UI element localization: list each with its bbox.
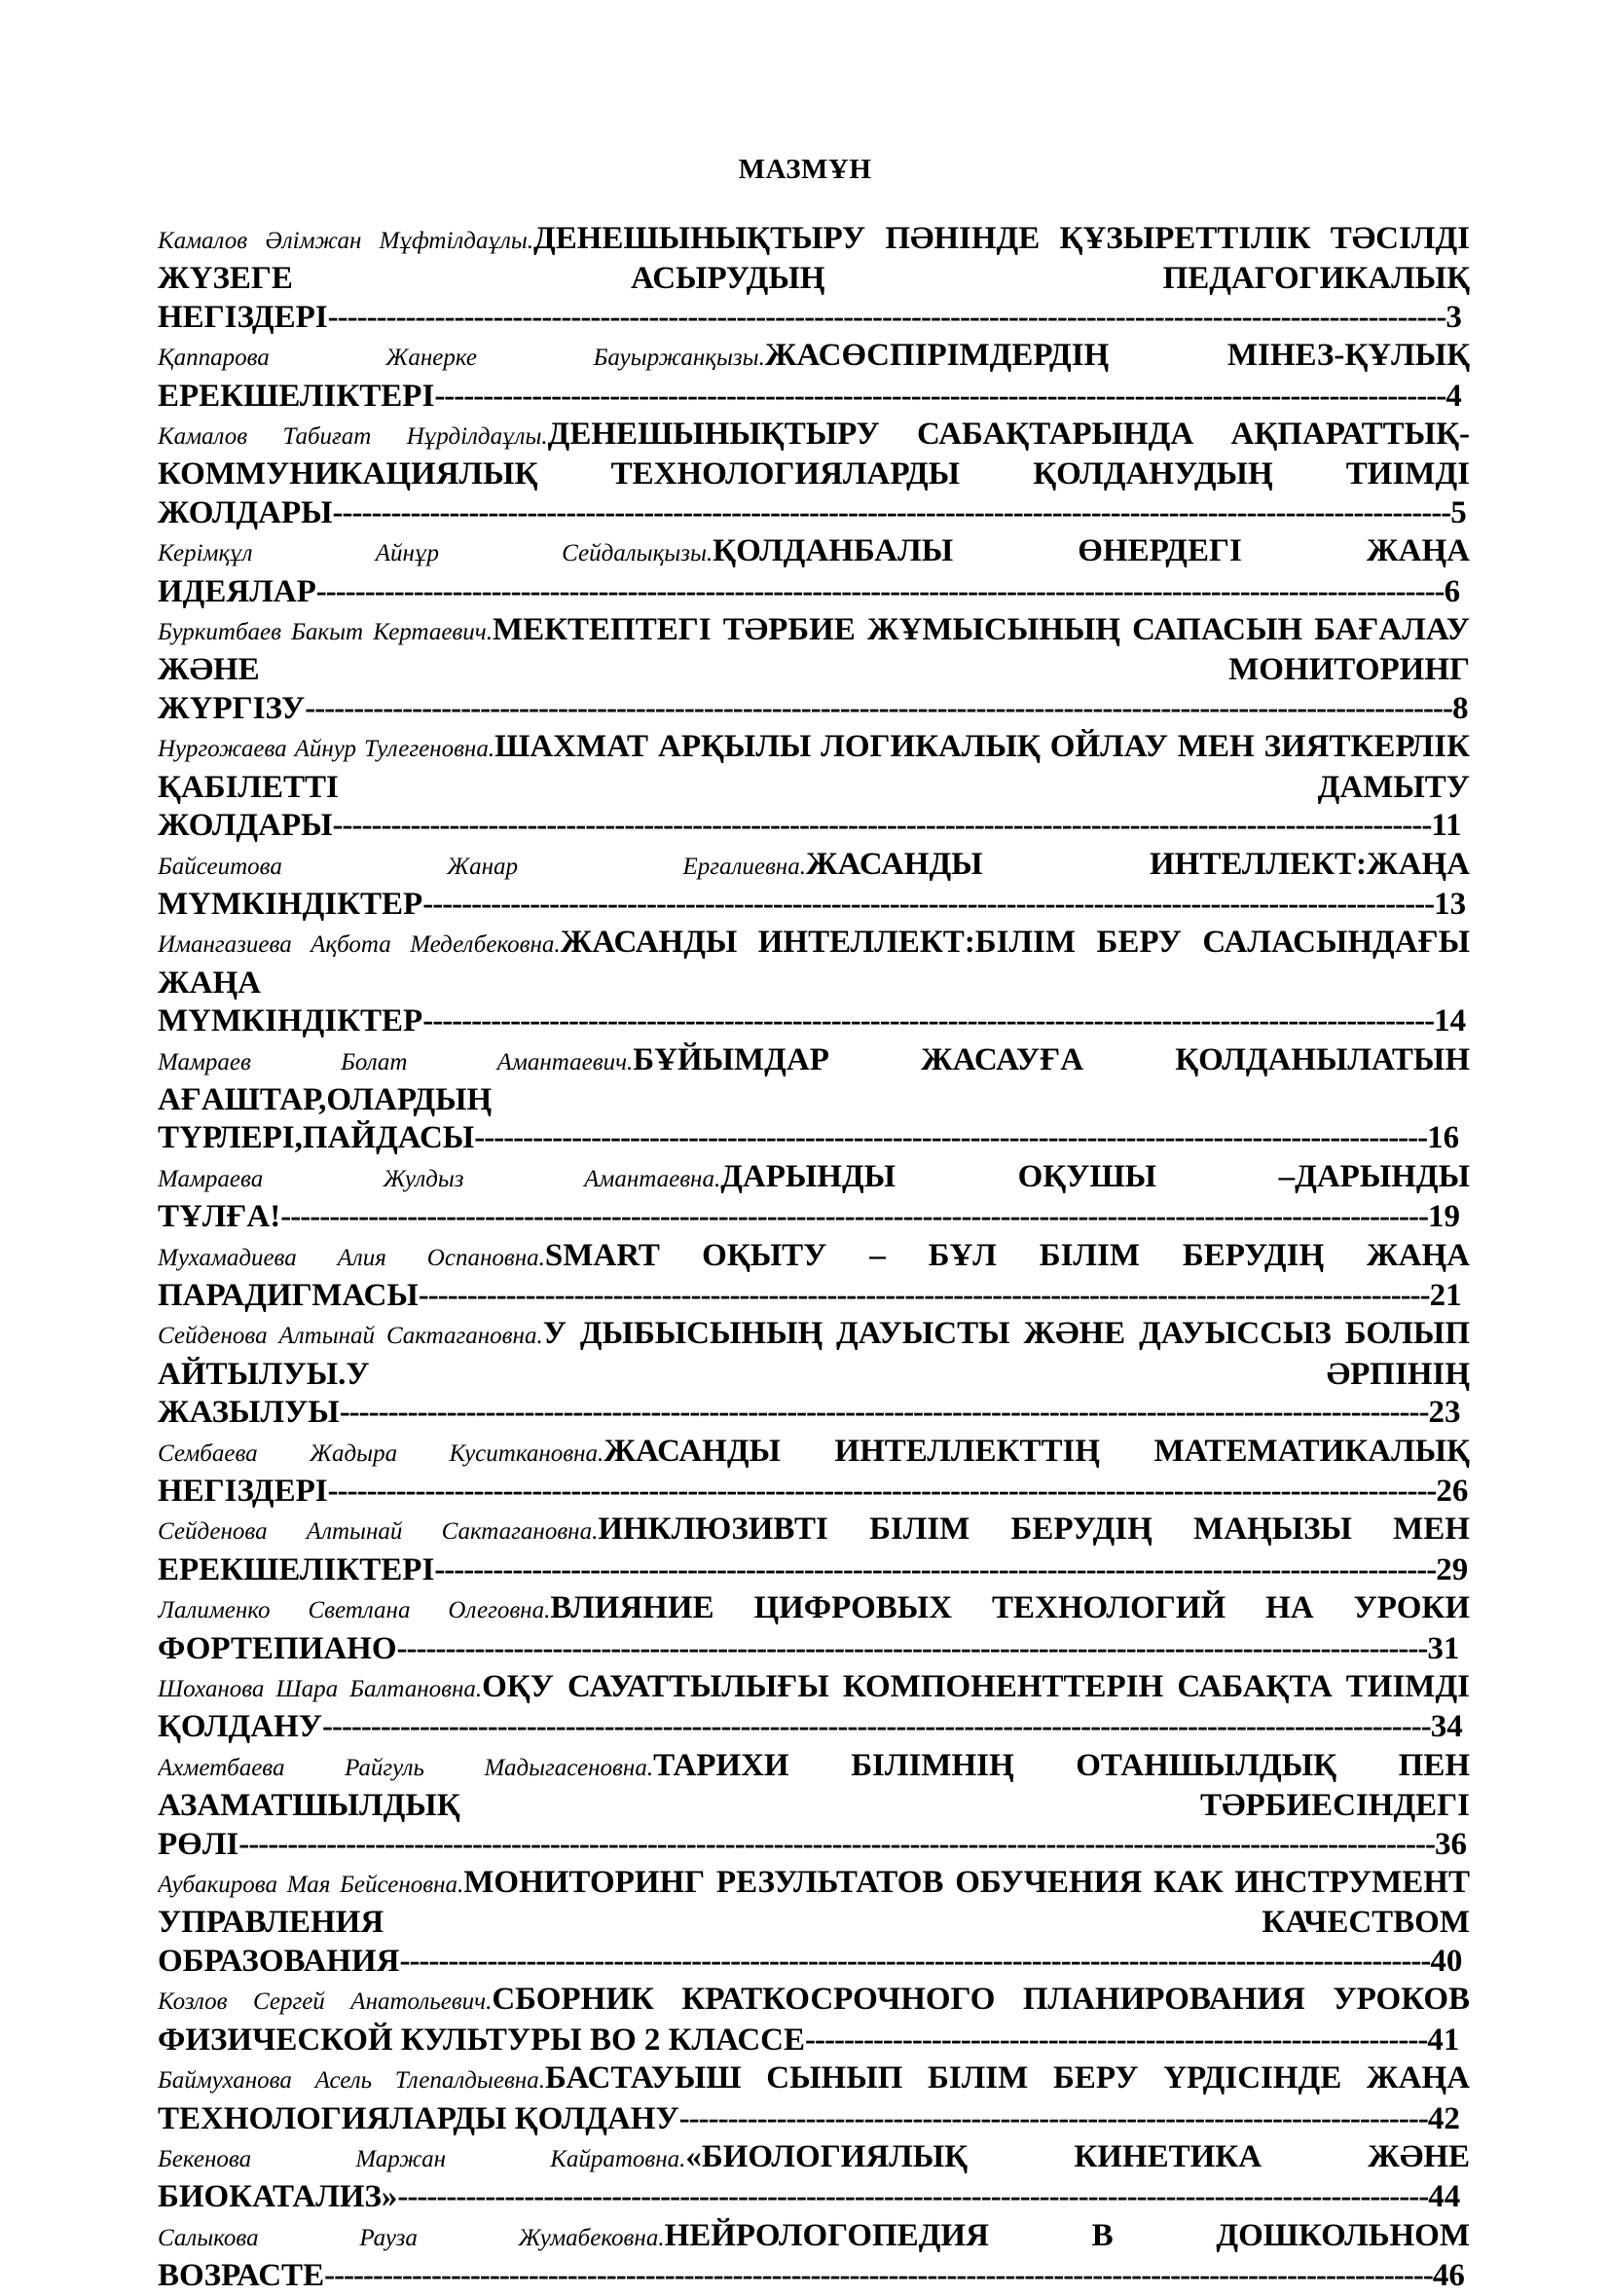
toc-entry-author: Шоханова Шара Балтановна.	[158, 1676, 483, 1703]
toc-entry-page-number: 29	[1436, 1551, 1469, 1587]
toc-entry	[158, 2138, 1470, 2217]
toc-entry-author: Имангазиева Ақбота Меделбековна.	[158, 931, 561, 959]
toc-entry-tail	[322, 1709, 1463, 1744]
toc-entry-title: СБОРНИК КРАТКОСРОЧНОГО ПЛАНИРОВАНИЯ УРОКОВ ФИЗИЧЕСКОЙ КУЛЬТУРЫ ВО 2 КЛАССЕ	[158, 1982, 1470, 2058]
dash-leader: --------------------------------------------------------------------------------------------------------------------	[315, 573, 1445, 609]
toc-entry-page-number: 41	[1427, 2022, 1460, 2058]
toc-entry-page-number: 4	[1445, 378, 1462, 414]
dash-leader: --------------------------------------------------------------------------------------------------------	[422, 1003, 1435, 1039]
toc-entry-page-number: 21	[1429, 1277, 1462, 1313]
dash-leader: ---------------------------------------------------------------------------------------------------------------------------	[238, 1826, 1435, 1862]
dash-leader: --------------------------------------------------------------------------------------------------------	[422, 886, 1435, 922]
toc-entry-page-number: 3	[1445, 299, 1462, 335]
toc-entry	[158, 1433, 1470, 1512]
toc-entry-title: ЖАСАНДЫ ИНТЕЛЛЕКТ:БІЛІМ БЕРУ САЛАСЫНДАҒЫ ЖАҢА МҮМКІНДІКТЕР	[158, 925, 1470, 1039]
toc-entry-page-number: 14	[1434, 1003, 1467, 1039]
toc-entry-tail	[328, 1474, 1469, 1509]
toc-entry-author: Мамраев Болат Амантаевич.	[158, 1048, 634, 1075]
toc-entry-author: Камалов Әлімжан Мұфтілдаұлы.	[158, 228, 534, 254]
dash-leader: ----------------------------------------------------------------------------------------------------------------------	[305, 690, 1453, 726]
toc-entry-title: ТАРИХИ БІЛІМНІҢ ОТАНШЫЛДЫҚ ПЕН АЗАМАТШЫЛДЫҚ ТӘРБИЕСІНДЕГІ РӨЛІ	[158, 1747, 1470, 1862]
toc-entry-title: ҚОЛДАНБАЛЫ ӨНЕРДЕГІ ЖАҢА ИДЕЯЛАР	[158, 533, 1470, 609]
toc-entry-page-number: 44	[1428, 2179, 1461, 2215]
toc-entry-author: Салыкова Рауза Жумабековна.	[158, 2224, 665, 2251]
toc-entry-title: НЕЙРОЛОГОПЕДИЯ В ДОШКОЛЬНОМ ВОЗРАСТЕ	[158, 2217, 1470, 2294]
toc-entry-author: Қаппарова Жанерке Бауыржанқызы.	[158, 345, 765, 372]
toc-entry	[158, 1747, 1470, 1864]
toc-entry	[158, 532, 1470, 611]
toc-entry-page-number: 13	[1434, 886, 1467, 922]
toc-entry-title: БАСТАУЫШ СЫНЫП БІЛІМ БЕРУ ҮРДІСІНДЕ ЖАҢА ТЕХНОЛОГИЯЛАРДЫ ҚОЛДАНУ	[158, 2060, 1470, 2136]
toc-entry	[158, 924, 1470, 1040]
toc-entry-page-number: 19	[1427, 1199, 1460, 1235]
toc-entry	[158, 611, 1470, 728]
toc-entry-tail	[422, 887, 1466, 922]
dash-leader: ------------------------------------------------------------------------------------------------------------------	[327, 1474, 1437, 1509]
toc-entry-title: БҰЙЫМДАР ЖАСАУҒА ҚОЛДАНЫЛАТЫН АҒАШТАР,ОЛАРДЫҢ ТҮРЛЕРІ,ПАЙДАСЫ	[158, 1041, 1470, 1156]
toc-entry-title: ОҚУ САУАТТЫЛЫҒЫ КОМПОНЕНТТЕРІН САБАҚТА ТИІМДІ ҚОЛДАНУ	[158, 1669, 1470, 1745]
toc-entry	[158, 1041, 1470, 1158]
toc-entry-page-number: 5	[1450, 494, 1467, 530]
dash-leader: -----------------------------------------------------------------------------	[678, 2100, 1428, 2136]
toc-entry-author: Мухамадиева Алия Оспановна.	[158, 1244, 545, 1271]
toc-entry-tail	[333, 808, 1462, 843]
dash-leader: -------------------------------------------------------------------------------------------------------	[434, 1551, 1437, 1587]
toc-entry-author: Мамраева Жулдыз Амантаевна.	[158, 1165, 721, 1192]
dash-leader: ------------------------------------------------------------------------------------------------------------------	[321, 1709, 1431, 1745]
toc-entry-author: Сейденова Алтынай Сактагановна.	[158, 1518, 599, 1546]
toc-entry-title: МОНИТОРИНГ РЕЗУЛЬТАТОВ ОБУЧЕНИЯ КАК ИНСТРУМЕНТ УПРАВЛЕНИЯ КАЧЕСТВОМ ОБРАЗОВАНИЯ	[158, 1865, 1470, 1979]
toc-entry-title: У ДЫБЫСЫНЫҢ ДАУЫСТЫ ЖӘНЕ ДАУЫССЫЗ БОЛЫП АЙТЫЛУЫ.У ӘРПІНІҢ ЖАЗЫЛУЫ	[158, 1316, 1470, 1431]
toc-entry-page-number: 11	[1431, 808, 1462, 844]
toc-entry-title: ДАРЫНДЫ ОҚУШЫ –ДАРЫНДЫ ТҰЛҒА!	[158, 1158, 1470, 1235]
toc-entry-title: ДЕНЕШЫНЫҚТЫРУ ПӘНІНДЕ ҚҰЗЫРЕТТІЛІК ТӘСІЛДІ ЖҮЗЕГЕ АСЫРУДЫҢ ПЕДАГОГИКАЛЫҚ НЕГІЗДЕРІ	[158, 221, 1470, 335]
dash-leader: --------------------------------------------------------------------------------------------------------	[418, 1277, 1430, 1313]
toc-entry-tail	[333, 495, 1467, 530]
toc-entry-author: Керімқұл Айнұр Сейдалықызы.	[158, 540, 714, 567]
table-of-contents	[158, 220, 1470, 2296]
toc-entry-tail	[434, 1552, 1468, 1587]
toc-entry-title: ВЛИЯНИЕ ЦИФРОВЫХ ТЕХНОЛОГИЙ НА УРОКИ ФОРТЕПИАНО	[158, 1590, 1470, 1666]
toc-entry-tail	[328, 300, 1462, 335]
toc-entry-author: Камалов Табиғат Нұрділдаұлы.	[158, 423, 548, 451]
toc-entry-tail	[340, 1395, 1461, 1430]
toc-entry-tail	[805, 2023, 1459, 2058]
dash-leader: ----------------------------------------------------------------------------------------------------------	[399, 1943, 1431, 1979]
toc-entry-title: SMART ОҚЫТУ – БҰЛ БІЛІМ БЕРУДІҢ ЖАҢА ПАРАДИГМАСЫ	[158, 1237, 1470, 1313]
toc-entry	[158, 1589, 1470, 1668]
toc-entry	[158, 1158, 1470, 1237]
dash-leader: --------------------------------------------------------------------------------------------------------	[434, 378, 1446, 414]
toc-entry	[158, 416, 1470, 532]
toc-entry-page-number: 16	[1427, 1120, 1460, 1156]
toc-entry-author: Сембаева Жадыра Куситкановна.	[158, 1440, 604, 1467]
toc-entry-tail	[419, 1278, 1462, 1313]
dash-leader: ----------------------------------------------------------------	[805, 2022, 1428, 2058]
toc-entry-author: Бекенова Маржан Кайратовна.	[158, 2145, 686, 2172]
dash-leader: ----------------------------------------------------------------------------------------------------------------------	[280, 1199, 1428, 1235]
toc-entry	[158, 2059, 1470, 2138]
dash-leader: ------------------------------------------------------------------------------------------------------------------	[324, 2258, 1433, 2294]
toc-entry-tail	[324, 2258, 1465, 2293]
dash-leader: -----------------------------------------------------------------------------------------------------------------	[332, 808, 1432, 844]
toc-entry-page-number: 36	[1434, 1826, 1467, 1862]
toc-entry	[158, 220, 1470, 337]
toc-entry	[158, 1237, 1470, 1316]
toc-entry-page-number: 42	[1427, 2100, 1460, 2136]
toc-entry-title: ШАХМАТ АРҚЫЛЫ ЛОГИКАЛЫҚ ОЙЛАУ МЕН ЗИЯТКЕРЛІК ҚАБІЛЕТТІ ДАМЫТУ ЖОЛДАРЫ	[158, 729, 1470, 844]
toc-entry-title: МЕКТЕПТЕГІ ТӘРБИЕ ЖҰМЫСЫНЫҢ САПАСЫН БАҒАЛАУ ЖӘНЕ МОНИТОРИНГ ЖҮРГІЗУ	[158, 612, 1470, 726]
toc-entry-author: Байсеитова Жанар Ергалиевна.	[158, 853, 806, 880]
toc-entry-title: ЖАСАНДЫ ИНТЕЛЛЕКТ:ЖАҢА МҮМКІНДІКТЕР	[158, 846, 1470, 922]
dash-leader: ----------------------------------------------------------------------------------------------------------	[397, 2179, 1429, 2215]
toc-entry-tail	[679, 2101, 1460, 2136]
toc-entry-author: Баймуханова Асель Тлепалдыевна.	[158, 2067, 545, 2095]
toc-entry-tail	[399, 1944, 1462, 1979]
toc-entry-page-number: 34	[1430, 1709, 1463, 1745]
toc-entry	[158, 1864, 1470, 1981]
toc-entry-tail	[305, 691, 1468, 726]
toc-entry	[158, 1315, 1470, 1432]
toc-entry-title: ЖАСАНДЫ ИНТЕЛЛЕКТТІҢ МАТЕМАТИКАЛЫҚ НЕГІЗДЕРІ	[158, 1433, 1470, 1509]
toc-entry-page-number: 26	[1436, 1474, 1469, 1509]
toc-entry	[158, 337, 1470, 416]
toc-entry-title: ЖАСӨСПІРІМДЕРДІҢ МІНЕЗ-ҚҰЛЫҚ ЕРЕКШЕЛІКТЕРІ	[158, 338, 1470, 414]
toc-entry-page-number: 40	[1430, 1943, 1463, 1979]
toc-entry-title: ИНКЛЮЗИВТІ БІЛІМ БЕРУДІҢ МАҢЫЗЫ МЕН ЕРЕКШЕЛІКТЕРІ	[158, 1512, 1470, 1587]
toc-entry-page-number: 31	[1427, 1630, 1460, 1666]
toc-entry-author: Лалименко Светлана Олеговна.	[158, 1597, 551, 1624]
dash-leader: ----------------------------------------------------------------------------------------------------------------	[339, 1395, 1429, 1431]
toc-entry-tail	[397, 1631, 1460, 1666]
toc-entry-page-number: 8	[1452, 690, 1469, 726]
toc-entry	[158, 728, 1470, 845]
dash-leader: ----------------------------------------------------------------------------------------------------------	[396, 1630, 1428, 1666]
toc-entry-tail	[397, 2179, 1460, 2214]
toc-entry-page-number: 46	[1432, 2258, 1465, 2294]
toc-entry-tail	[474, 1120, 1459, 1155]
toc-entry-tail	[434, 379, 1461, 414]
toc-entry	[158, 1511, 1470, 1589]
toc-entry	[158, 846, 1470, 925]
toc-entry-author: Сейденова Алтынай Сактагановна.	[158, 1323, 543, 1350]
toc-entry	[158, 2217, 1470, 2296]
toc-entry-author: Буркитбаев Бакыт Кертаевич.	[158, 619, 493, 646]
toc-entry-page-number: 23	[1428, 1395, 1461, 1431]
toc-entry-tail	[280, 1199, 1460, 1234]
dash-leader: -------------------------------------------------------------------------------------------------------------------	[332, 494, 1451, 530]
dash-leader: -------------------------------------------------------------------------------------------------------------------	[327, 299, 1446, 335]
toc-entry-tail	[422, 1003, 1466, 1039]
dash-leader: --------------------------------------------------------------------------------------------------	[474, 1120, 1428, 1156]
toc-entry-author: Козлов Сергей Анатольевич.	[158, 1988, 493, 2016]
toc-entry-page-number: 6	[1444, 573, 1461, 609]
toc-entry-author: Нургожаева Айнур Тулегеновна.	[158, 736, 495, 763]
toc-entry	[158, 1668, 1470, 1747]
page-title: МАЗМҰН	[738, 154, 872, 185]
toc-entry-title: «БИОЛОГИЯЛЫҚ КИНЕТИКА ЖӘНЕ БИОКАТАЛИЗ»	[158, 2138, 1470, 2215]
toc-entry-tail	[238, 1827, 1467, 1862]
toc-entry	[158, 1981, 1470, 2059]
toc-entry-author: Ахметбаева Райгуль Мадыгасеновна.	[158, 1754, 654, 1781]
toc-entry-author: Аубакирова Мая Бейсеновна.	[158, 1872, 464, 1899]
toc-entry-tail	[316, 574, 1460, 609]
toc-entry-title: ДЕНЕШЫНЫҚТЫРУ САБАҚТАРЫНДА АҚПАРАТТЫҚ-КОММУНИКАЦИЯЛЫҚ ТЕХНОЛОГИЯЛАРДЫ ҚОЛДАНУДЫҢ ТИІМДІ ЖОЛДАРЫ	[158, 417, 1470, 530]
